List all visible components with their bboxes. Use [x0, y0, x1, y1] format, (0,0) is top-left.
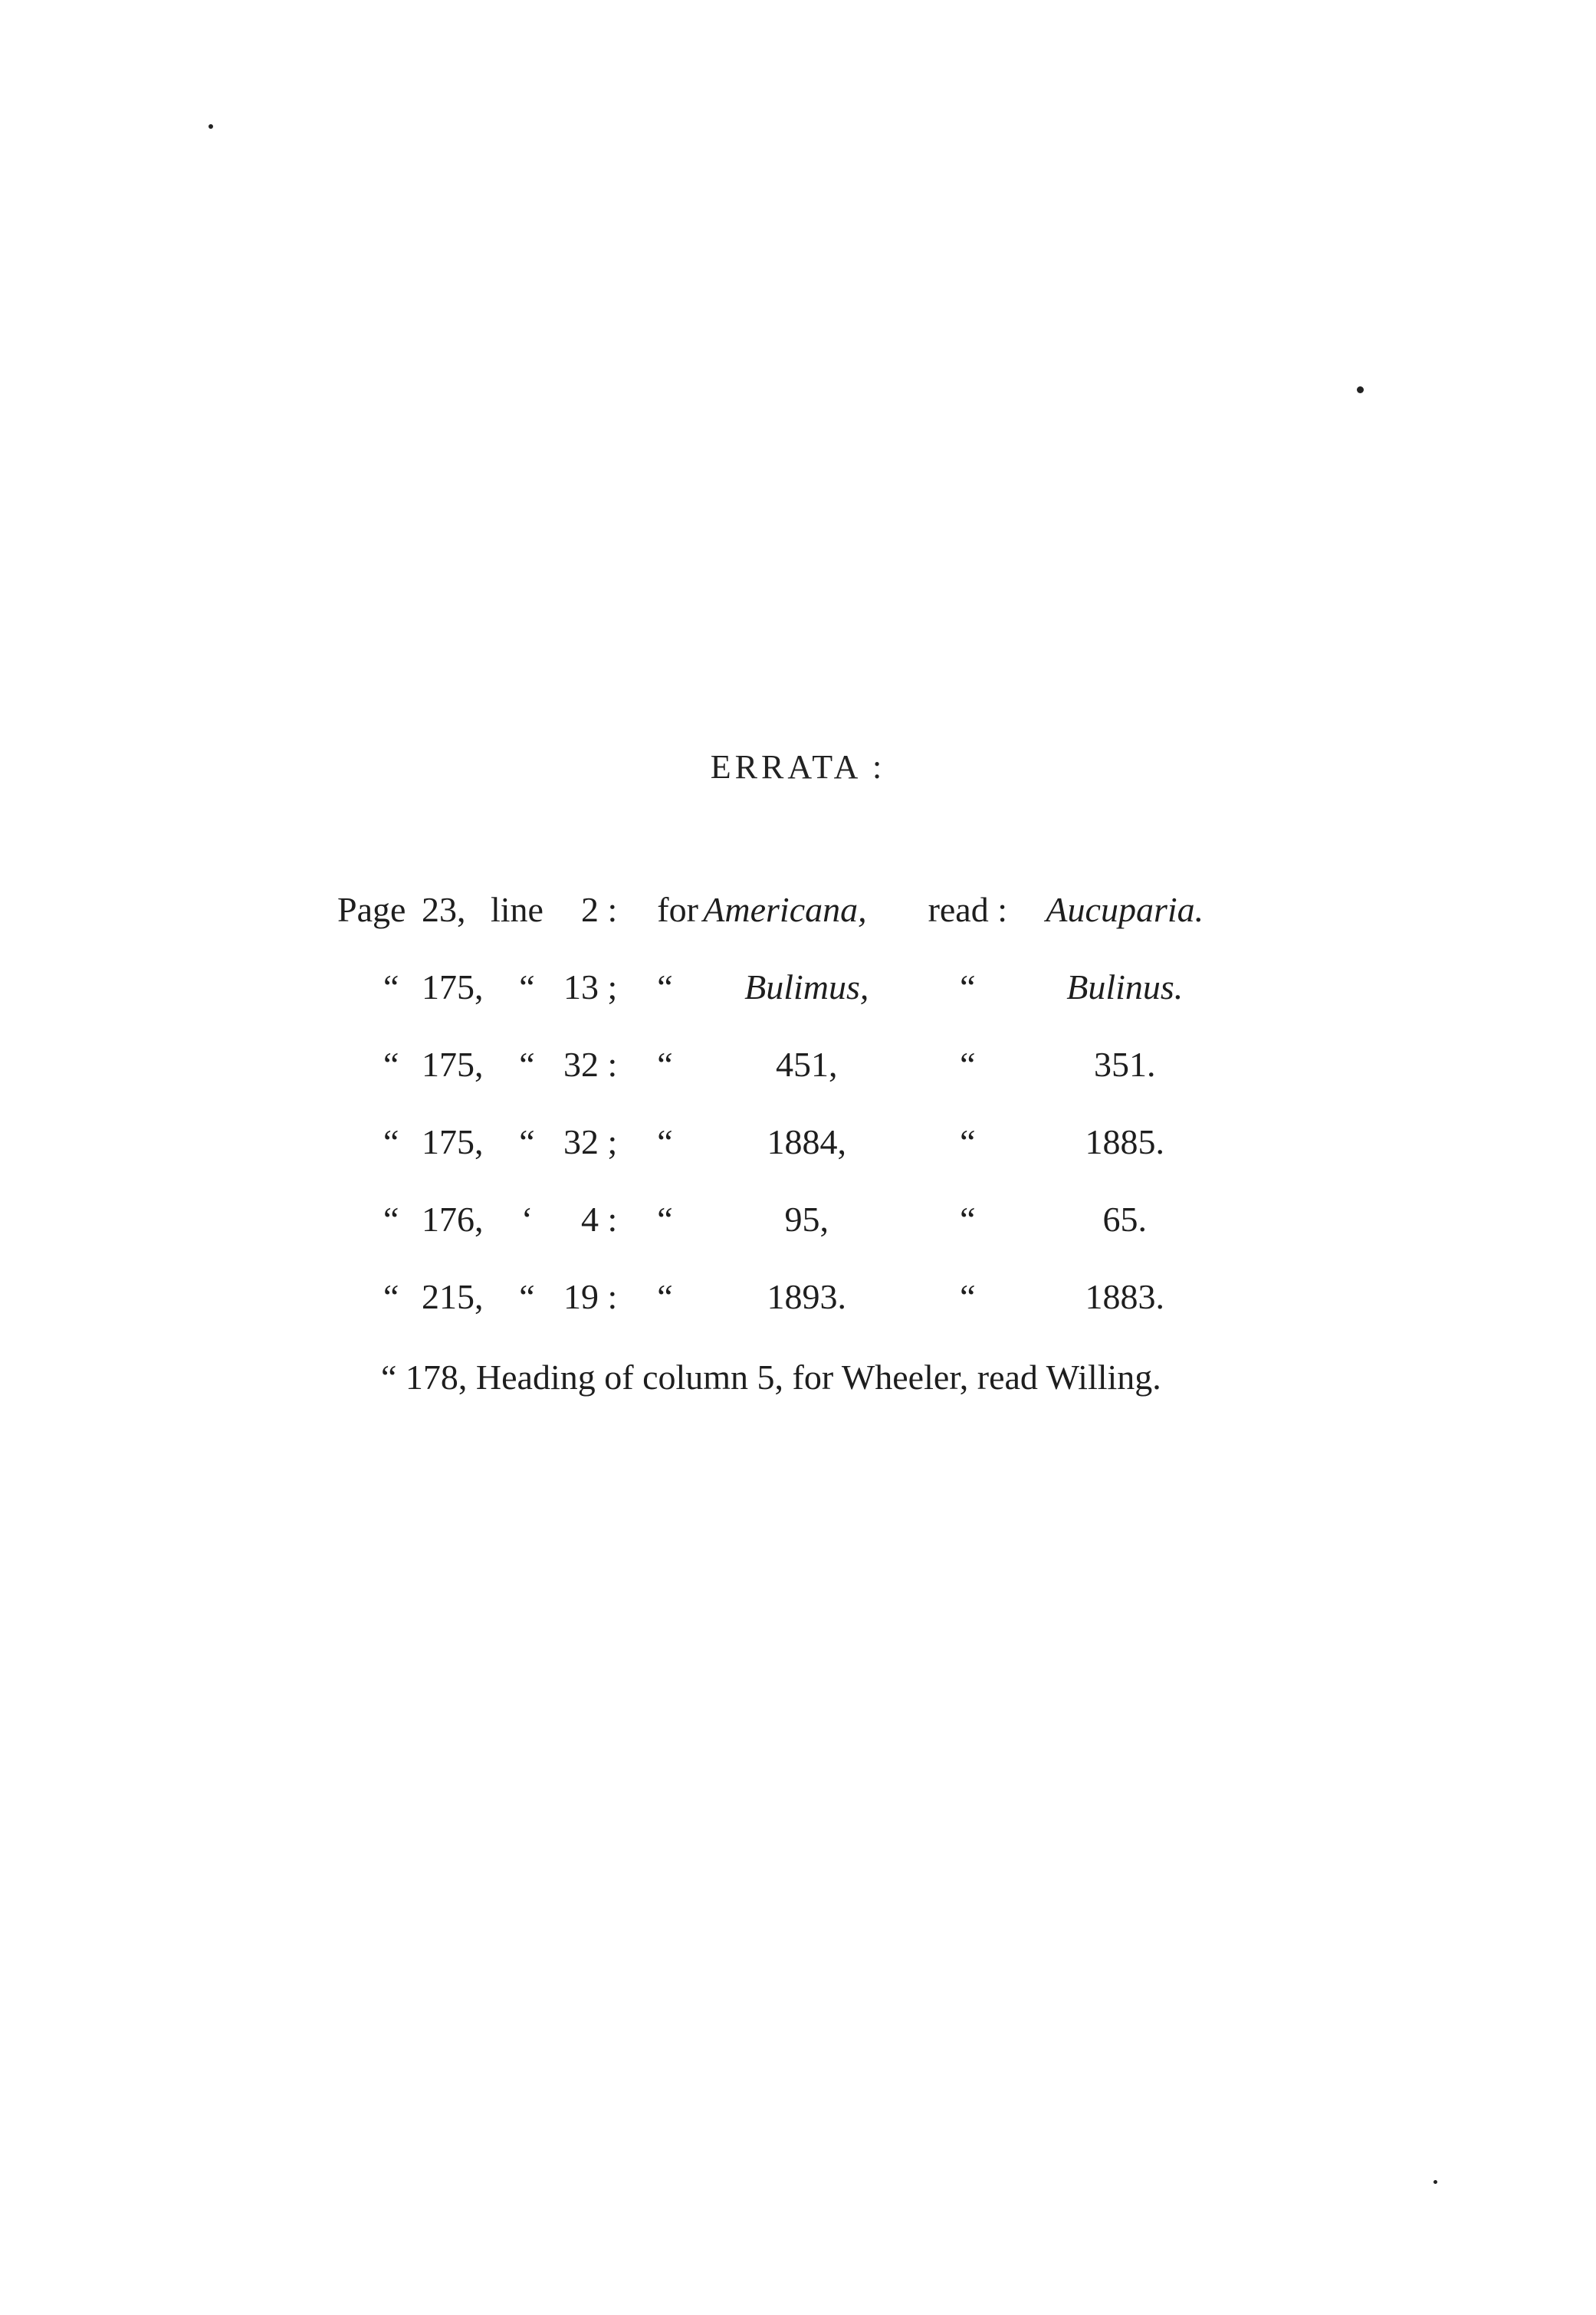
ditto-mark: “	[383, 967, 399, 1006]
wrong-reading: Americana,	[703, 890, 867, 929]
correct-reading: Bulinus.	[1066, 967, 1184, 1006]
line-number: 32 ;	[563, 1122, 618, 1161]
ditto-mark: “	[519, 967, 535, 1006]
line-number: 13 ;	[563, 967, 618, 1006]
errata-table	[337, 889, 1224, 1354]
ditto-mark: “	[960, 1200, 976, 1239]
wrong-reading: 1884,	[767, 1122, 847, 1161]
correct-reading: 1883.	[1085, 1277, 1165, 1316]
ditto-mark: “	[519, 1122, 535, 1161]
ditto-mark: “	[383, 1122, 399, 1161]
page-number: 175,	[422, 967, 484, 1006]
ditto-mark: “	[657, 967, 673, 1006]
for-word: for	[657, 890, 698, 929]
correct-reading: 1885.	[1085, 1122, 1165, 1161]
errata-title: ERRATA :	[710, 748, 886, 786]
wrong-reading: 451,	[776, 1045, 838, 1084]
ditto-mark: “	[519, 1045, 535, 1084]
read-word: read :	[928, 890, 1007, 929]
ditto-mark: “	[657, 1122, 673, 1161]
wrong-reading: Bulimus,	[744, 967, 869, 1006]
errata-heading-note: “ 178, Heading of column 5, for Wheeler, read Willing.	[381, 1358, 1161, 1397]
errata-row	[337, 1276, 1224, 1354]
errata-row	[337, 889, 1224, 967]
ditto-mark: “	[657, 1200, 673, 1239]
ditto-mark: ‘	[521, 1200, 534, 1239]
page-word: Page	[337, 890, 406, 929]
correct-reading: 65.	[1102, 1200, 1148, 1239]
ditto-mark: “	[960, 1045, 976, 1084]
ditto-mark: “	[960, 1122, 976, 1161]
line-number: 19 :	[563, 1277, 618, 1316]
line-number: 4 :	[581, 1200, 618, 1239]
errata-row	[337, 1199, 1224, 1276]
ditto-mark: “	[657, 1277, 673, 1316]
page-number: 175,	[422, 1045, 484, 1084]
correct-reading: 351.	[1094, 1045, 1156, 1084]
page-number: 23,	[422, 890, 466, 929]
line-word: line	[491, 890, 543, 929]
print-speck	[1357, 386, 1364, 393]
errata-row	[337, 967, 1224, 1044]
print-speck	[1433, 2180, 1437, 2184]
ditto-mark: “	[519, 1277, 535, 1316]
ditto-mark: “	[960, 1277, 976, 1316]
line-number: 2 :	[581, 890, 618, 929]
ditto-mark: “	[657, 1045, 673, 1084]
page-number: 175,	[422, 1122, 484, 1161]
correct-reading: Aucuparia.	[1046, 890, 1204, 929]
page-number: 176,	[422, 1200, 484, 1239]
wrong-reading: 95,	[784, 1200, 829, 1239]
print-speck	[209, 124, 213, 129]
line-number: 32 :	[563, 1045, 618, 1084]
ditto-mark: “	[960, 967, 976, 1006]
ditto-mark: “	[383, 1277, 399, 1316]
errata-row	[337, 1044, 1224, 1121]
wrong-reading: 1893.	[767, 1277, 847, 1316]
ditto-mark: “	[383, 1045, 399, 1084]
ditto-mark: “	[383, 1200, 399, 1239]
errata-row	[337, 1121, 1224, 1199]
page-number: 215,	[422, 1277, 484, 1316]
